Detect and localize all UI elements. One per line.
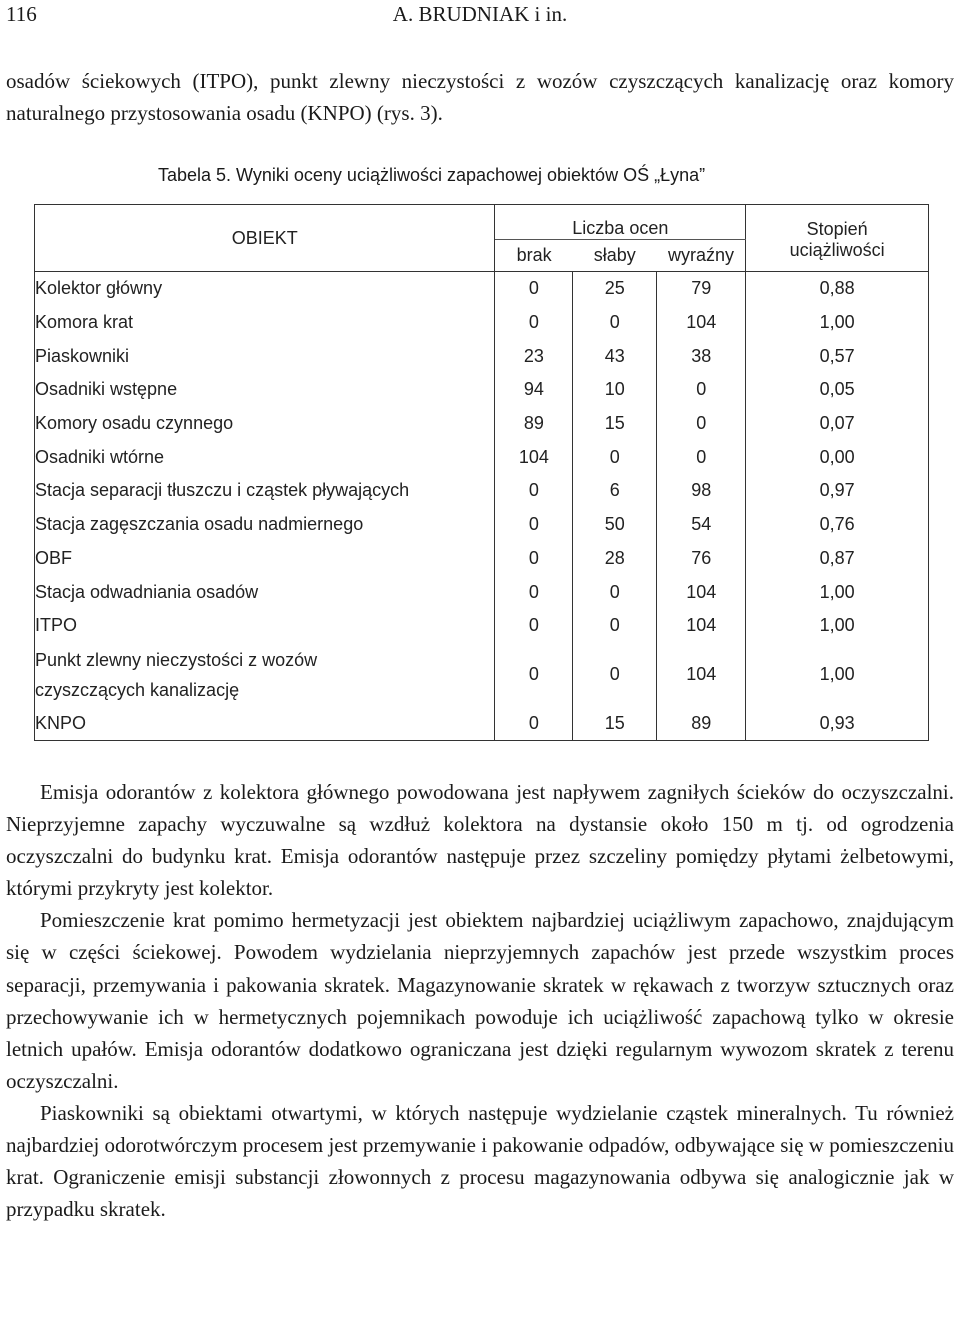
table-row [35, 373, 929, 407]
cell-wyrazny: 0 [657, 373, 746, 407]
row-name: ITPO [35, 609, 495, 643]
table-header-row [35, 205, 929, 240]
col-header-liczba-ocen: Liczba ocen [495, 205, 746, 240]
col-header-wyrazny: wyraźny [657, 240, 746, 272]
page-header [0, 0, 960, 30]
cell-wyrazny: 98 [657, 474, 746, 508]
cell-slaby: 0 [573, 440, 657, 474]
cell-slaby: 10 [573, 373, 657, 407]
cell-brak: 0 [495, 575, 573, 609]
row-name: Punkt zlewny nieczystości z wozów czyszczących kanalizację [35, 643, 495, 707]
cell-slaby: 28 [573, 542, 657, 576]
cell-wyrazny: 0 [657, 440, 746, 474]
cell-stopien: 0,87 [746, 542, 929, 576]
cell-slaby: 0 [573, 643, 657, 707]
cell-stopien: 0,57 [746, 339, 929, 373]
col-header-obiekt: OBIEKT [35, 205, 495, 272]
cell-brak: 94 [495, 373, 573, 407]
cell-stopien: 0,07 [746, 407, 929, 441]
table-caption: Tabela 5. Wyniki oceny uciążliwości zapachowej obiektów OŚ „Łyna” [158, 165, 706, 185]
table-row [35, 707, 929, 741]
cell-brak: 104 [495, 440, 573, 474]
cell-stopien: 0,97 [746, 474, 929, 508]
row-name: Komory osadu czynnego [35, 407, 495, 441]
cell-brak: 0 [495, 542, 573, 576]
cell-slaby: 43 [573, 339, 657, 373]
cell-brak: 89 [495, 407, 573, 441]
table-row [35, 542, 929, 576]
cell-brak: 0 [495, 474, 573, 508]
page-number: 116 [6, 2, 37, 26]
table-row [35, 306, 929, 340]
cell-stopien: 1,00 [746, 609, 929, 643]
results-table [34, 204, 929, 741]
table-row [35, 407, 929, 441]
body-text [6, 776, 954, 1225]
paragraph-piaskowniki: Piaskowniki są obiektami otwartymi, w których następuje wydzielanie cząstek mineralnych. Tu również najbardziej odorotwórczym procesem jest przemywanie i pakowanie odpadów, odbywające się w pomieszczeniu krat. Ograniczenie emisji substancji złowonnych z procesu magazynowania odbywa się analogicznie jak w przypadku skratek. [6, 1100, 954, 1222]
cell-slaby: 50 [573, 508, 657, 542]
cell-stopien: 1,00 [746, 306, 929, 340]
cell-slaby: 15 [573, 707, 657, 741]
cell-stopien: 0,93 [746, 707, 929, 741]
table-row [35, 508, 929, 542]
cell-brak: 0 [495, 508, 573, 542]
cell-slaby: 15 [573, 407, 657, 441]
cell-brak: 0 [495, 272, 573, 306]
row-name: Stacja odwadniania osadów [35, 575, 495, 609]
cell-brak: 0 [495, 306, 573, 340]
paragraph-kolektor: Emisja odorantów z kolektora głównego powodowana jest napływem zagniłych ścieków do oczyszczalni. Nieprzyjemne zapachy wyczuwalne są wzdłuż kolektora na dystansie około 150 m tj. od ogrodzenia oczyszczalni do budynku krat. Emisja odorantów następuje przez szczeliny pomiędzy płytami żelbetowymi, którymi przykryty jest kolektor. [6, 780, 954, 901]
table-row [35, 474, 929, 508]
intro-paragraph: osadów ściekowych (ITPO), punkt zlewny nieczystości z wozów czyszczących kanalizację oraz komory naturalnego przystosowania osadu (KNPO) (rys. 3). [6, 69, 954, 125]
row-name: KNPO [35, 707, 495, 741]
row-name: Komora krat [35, 306, 495, 340]
cell-wyrazny: 104 [657, 643, 746, 707]
cell-stopien: 1,00 [746, 643, 929, 707]
row-name: Stacja zagęszczania osadu nadmiernego [35, 508, 495, 542]
cell-stopien: 0,88 [746, 272, 929, 306]
col-header-brak: brak [495, 240, 573, 272]
col-header-slaby: słaby [573, 240, 657, 272]
col-header-uciazliwosci: uciążliwości [746, 240, 929, 272]
cell-brak: 0 [495, 609, 573, 643]
cell-wyrazny: 104 [657, 575, 746, 609]
row-name: Stacja separacji tłuszczu i cząstek pływających [35, 474, 495, 508]
table-row [35, 609, 929, 643]
row-name: Osadniki wstępne [35, 373, 495, 407]
table-row [35, 440, 929, 474]
table-row [35, 339, 929, 373]
cell-slaby: 25 [573, 272, 657, 306]
cell-stopien: 1,00 [746, 575, 929, 609]
cell-stopien: 0,05 [746, 373, 929, 407]
cell-wyrazny: 0 [657, 407, 746, 441]
cell-wyrazny: 89 [657, 707, 746, 741]
paragraph-krat: Pomieszczenie krat pomimo hermetyzacji jest obiektem najbardziej uciążliwym zapachowo, znajdującym się w części ściekowej. Powodem wydzielania nieprzyjemnych zapachów jest przede wszystkim proces separacji, przemywania i pakowania skratek. Magazynowanie skratek w rękawach z tworzyw sztucznych oraz przechowywanie ich w hermetycznych pojemnikach powoduje ich uciążliwość zapachową tylko w okresie letnich upałów. Emisja odorantów dodatkowo ograniczana jest dzięki regularnym wywozom skratek z terenu oczyszczalni. [6, 908, 954, 1093]
cell-brak: 23 [495, 339, 573, 373]
cell-brak: 0 [495, 707, 573, 741]
cell-wyrazny: 38 [657, 339, 746, 373]
col-header-stopien: Stopień [746, 205, 929, 240]
cell-wyrazny: 79 [657, 272, 746, 306]
cell-stopien: 0,00 [746, 440, 929, 474]
cell-slaby: 0 [573, 575, 657, 609]
row-name: Piaskowniki [35, 339, 495, 373]
cell-slaby: 0 [573, 306, 657, 340]
running-head: A. BRUDNIAK i in. [392, 2, 568, 26]
cell-slaby: 0 [573, 609, 657, 643]
cell-wyrazny: 54 [657, 508, 746, 542]
row-name: Osadniki wtórne [35, 440, 495, 474]
cell-brak: 0 [495, 643, 573, 707]
cell-wyrazny: 104 [657, 609, 746, 643]
cell-wyrazny: 76 [657, 542, 746, 576]
table-row [35, 272, 929, 306]
cell-slaby: 6 [573, 474, 657, 508]
cell-wyrazny: 104 [657, 306, 746, 340]
table-row [35, 643, 929, 707]
row-name: Kolektor główny [35, 272, 495, 306]
row-name: OBF [35, 542, 495, 576]
table-row [35, 575, 929, 609]
cell-stopien: 0,76 [746, 508, 929, 542]
